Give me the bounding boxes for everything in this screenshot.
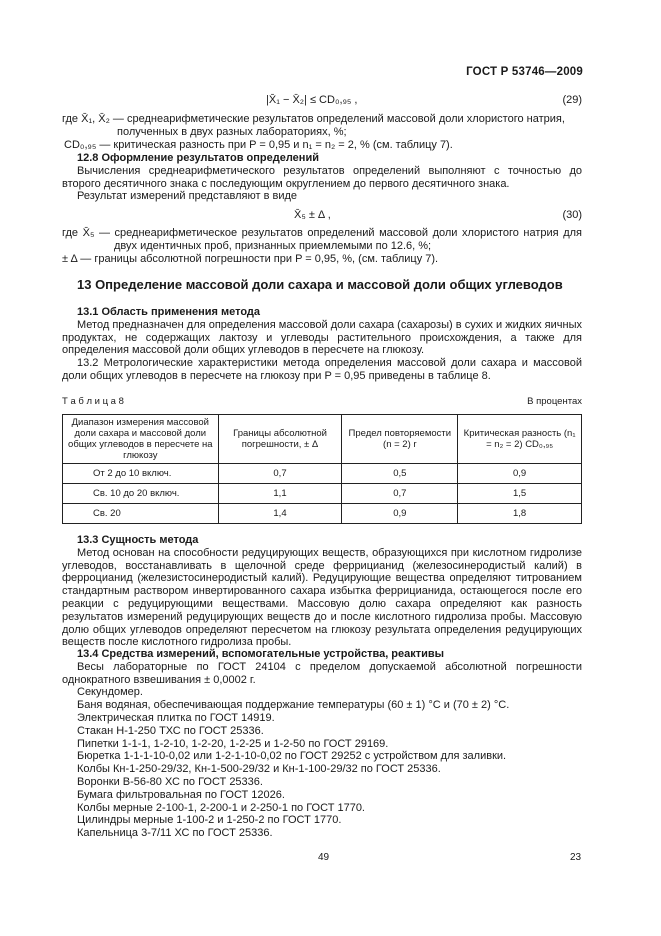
table-header-cell: Предел повторяемости (n = 2) r bbox=[342, 415, 458, 464]
table-8-block bbox=[62, 396, 582, 524]
table-row bbox=[63, 464, 582, 484]
section-heading: 13.3 Сущность метода bbox=[77, 534, 199, 546]
legend-line: где X̄₁, X̄₂ — среднеарифметические результатов определений массовой доли хлористого натрия, bbox=[62, 113, 565, 125]
table-cell: 0,5 bbox=[342, 464, 458, 484]
section-13-1 bbox=[62, 306, 582, 383]
list-item: Цилиндры мерные 1-100-2 и 1-250-2 по ГОСТ 1770. bbox=[77, 814, 342, 827]
list-item: Электрическая плитка по ГОСТ 14919. bbox=[77, 711, 275, 724]
legend-line: ± Δ — границы абсолютной погрешности при P = 0,95, %, (см. таблицу 7). bbox=[62, 252, 439, 265]
table-cell: 1,8 bbox=[458, 504, 582, 524]
section-heading: 13.4 Средства измерений, вспомогательные устройства, реактивы bbox=[77, 648, 445, 660]
legend-line: полученных в двух разных лабораториях, %; bbox=[117, 125, 347, 138]
table-cell: 0,9 bbox=[342, 504, 458, 524]
formula-29-legend bbox=[62, 113, 582, 151]
list-item: Воронки В-56-80 ХС по ГОСТ 25336. bbox=[77, 775, 263, 788]
list-item: Баня водяная, обеспечивающая поддержание температуры (60 ± 1) °С и (70 ± 2) °С. bbox=[77, 699, 510, 712]
section-heading: 13.1 Область применения метода bbox=[77, 306, 261, 318]
table-cell: 1,4 bbox=[218, 504, 342, 524]
table-header-cell: Границы абсолютной погрешности, ± Δ bbox=[218, 415, 342, 464]
paragraph: Вычисления среднеарифметического результатов определений выполняют с точностью до второго десятичного знака с последующим округлением до первого десятичного знака. bbox=[62, 164, 582, 190]
paragraph: Весы лабораторные по ГОСТ 24104 с пределом допускаемой абсолютной погрешности однократного взвешивания ± 0,0002 г. bbox=[62, 660, 582, 686]
table-header-cell: Критическая разность (n₁ = n₂ = 2) CD₀,₉₅ bbox=[458, 415, 582, 464]
paragraph: 13.2 Метрологические характеристики метода определения массовой доли сахара и массовой доли общих углеводов в пересчете на глюкозу при P = 0,95 приведены в таблице 8. bbox=[62, 357, 582, 382]
list-item: Бумага фильтровальная по ГОСТ 12026. bbox=[77, 788, 285, 801]
formula-30 bbox=[62, 209, 582, 223]
formula-number: (30) bbox=[562, 209, 582, 221]
section-heading: 12.8 Оформление результатов определений bbox=[77, 152, 319, 164]
list-item: Колбы мерные 2-100-1, 2-200-1 и 2-250-1 по ГОСТ 1770. bbox=[77, 801, 365, 814]
list-item: Секундомер. bbox=[77, 686, 143, 699]
table-caption: Т а б л и ц а 8 bbox=[62, 396, 124, 407]
table-cell: Св. 20 bbox=[63, 504, 219, 524]
formula-29 bbox=[62, 94, 582, 108]
section-12-8 bbox=[62, 152, 582, 203]
table-units: В процентах bbox=[527, 396, 582, 407]
legend-line: где X̄₅ — среднеарифметическое результатов определений массовой доли хлористого натрия для двух идентичных проб, признанных приемлемыми по 12.6, %; bbox=[62, 227, 582, 252]
formula-number: (29) bbox=[562, 94, 582, 106]
table-header-row bbox=[63, 415, 582, 464]
table-header-cell: Диапазон измерения массовой доли сахара и массовой доли общих углеводов в пересчете на глюкозу bbox=[63, 415, 219, 464]
section-13 bbox=[62, 279, 582, 292]
paragraph: Метод основан на способности редуцирующих веществ, образующихся при кислотном гидролизе углеводов, восстанавливать в щелочной среде феррицианид (железосинеродистый калий) в ферроцианид (железистосинеродистый калий). Редуцирующие вещества определяют титрованием стандартным раствором инвертированного сахара избытка феррицианида, остающегося после его реакции с редуцирующими веществами. Массовую долю сахара определяют как разность результатов измерений редуцирующих веществ до и после кислотного гидролиза пробы. Массовую долю общих углеводов определяют пересчетом на глюкозу результата определения редуцирующих веществ после кислотного гидролиза пробы. bbox=[62, 546, 582, 649]
formula-expression: X̄₅ ± Δ , bbox=[294, 209, 331, 221]
formula-expression: |X̄₁ − X̄₂| ≤ CD₀,₉₅ , bbox=[266, 94, 358, 106]
table-cell: Св. 10 до 20 включ. bbox=[63, 484, 219, 504]
legend-line: CD₀,₉₅ — критическая разность при P = 0,95 и n₁ = n₂ = 2, % (см. таблицу 7). bbox=[64, 138, 453, 151]
formula-30-legend bbox=[62, 227, 582, 265]
table-row bbox=[63, 504, 582, 524]
table-cell: 0,7 bbox=[342, 484, 458, 504]
table-row bbox=[63, 484, 582, 504]
table-cell: 0,7 bbox=[218, 464, 342, 484]
table-cell: 0,9 bbox=[458, 464, 582, 484]
table-cell: 1,1 bbox=[218, 484, 342, 504]
list-item: Капельница 3-7/11 ХС по ГОСТ 25336. bbox=[77, 827, 273, 840]
footer-page-number-right: 23 bbox=[570, 852, 582, 863]
table-cell: 1,5 bbox=[458, 484, 582, 504]
section-13-4 bbox=[62, 648, 582, 840]
list-item: Бюретка 1-1-1-10-0,02 или 1-2-1-10-0,02 по ГОСТ 29252 с устройством для заливки. bbox=[77, 750, 507, 763]
section-13-3 bbox=[62, 534, 582, 649]
list-item: Стакан Н-1-250 ТХС по ГОСТ 25336. bbox=[77, 724, 264, 737]
page-header-title: ГОСТ Р 53746—2009 bbox=[466, 66, 583, 78]
table-8 bbox=[62, 414, 582, 524]
section-heading: 13 Определение массовой доли сахара и массовой доли общих углеводов bbox=[77, 277, 563, 292]
footer-page-number-left: 49 bbox=[318, 852, 330, 863]
paragraph: Результат измерений представляют в виде bbox=[77, 190, 297, 203]
list-item: Пипетки 1-1-1, 1-2-10, 1-2-20, 1-2-25 и 1-2-50 по ГОСТ 29169. bbox=[77, 737, 389, 750]
paragraph: Метод предназначен для определения массовой доли сахара (сахарозы) в сухих и жидких яичных продуктах, не содержащих лактозу и углеводы растительного происхождения, а также для определения массовой доли общих углеводов в пересчете на глюкозу. bbox=[62, 318, 582, 357]
table-cell: От 2 до 10 включ. bbox=[63, 464, 219, 484]
list-item: Колбы Кн-1-250-29/32, Кн-1-500-29/32 и Кн-1-100-29/32 по ГОСТ 25336. bbox=[77, 763, 441, 776]
